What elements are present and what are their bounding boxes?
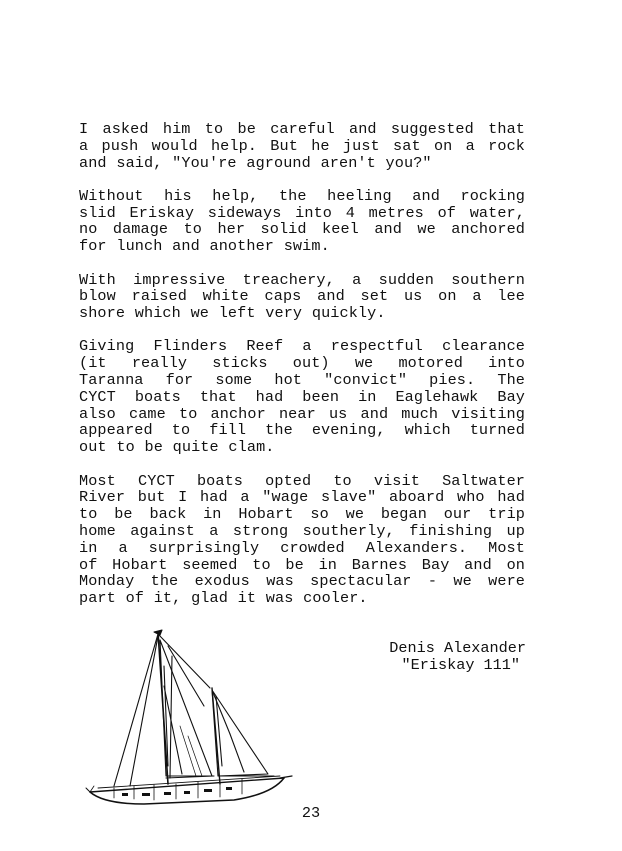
paragraph-line: no damage to her solid keel and we anchored: [79, 220, 525, 239]
paragraph-line: and said, "You're aground aren't you?": [79, 153, 432, 172]
paragraph-line: also came to anchor near us and much visiting: [79, 404, 525, 423]
paragraph-line: blow raised white caps and set us on a lee: [79, 287, 525, 306]
paragraph-2: [79, 188, 525, 255]
paragraph-line: in a surprisingly crowded Alexanders. Most: [79, 538, 525, 557]
paragraph-1: [79, 121, 525, 171]
paragraph-line: shore which we left very quickly.: [79, 304, 386, 323]
paragraph-line: CYCT boats that had been in Eaglehawk Bay: [79, 387, 525, 406]
article-body: [79, 121, 525, 623]
schooner-sailboat-icon: [84, 626, 294, 811]
paragraph-line: Without his help, the heeling and rocking: [79, 186, 525, 205]
paragraph-line: appeared to fill the evening, which turned: [79, 421, 525, 440]
author-name: Denis Alexander: [389, 639, 526, 657]
paragraph-4: [79, 338, 525, 456]
paragraph-5: [79, 473, 525, 607]
paragraph-line: to be back in Hobart so we began our trip: [79, 505, 525, 524]
paragraph-line: slid Eriskay sideways into 4 metres of water,: [79, 203, 525, 222]
paragraph-line: Taranna for some hot "convict" pies. The: [79, 371, 525, 390]
paragraph-line: Most CYCT boats opted to visit Saltwater: [79, 471, 525, 490]
signature-block: [389, 640, 526, 674]
paragraph-line: River but I had a "wage slave" aboard who had: [79, 488, 525, 507]
paragraph-3: [79, 272, 525, 322]
paragraph-line: home against a strong southerly, finishing up: [79, 521, 525, 540]
paragraph-line: With impressive treachery, a sudden southern: [79, 270, 525, 289]
paragraph-line: of Hobart seemed to be in Barnes Bay and on: [79, 555, 525, 574]
paragraph-line: part of it, glad it was cooler.: [79, 589, 368, 608]
paragraph-line: (it really sticks out) we motored into: [79, 354, 525, 373]
paragraph-line: Giving Flinders Reef a respectful clearance: [79, 337, 525, 356]
paragraph-line: out to be quite clam.: [79, 438, 275, 457]
paragraph-line: Monday the exodus was spectacular - we were: [79, 572, 525, 591]
paragraph-line: a push would help. But he just sat on a rock: [79, 136, 525, 155]
paragraph-line: for lunch and another swim.: [79, 237, 330, 256]
page-number: 23: [301, 804, 321, 822]
boat-name: "Eriskay 111": [401, 656, 520, 674]
paragraph-line: I asked him to be careful and suggested that: [79, 120, 525, 138]
